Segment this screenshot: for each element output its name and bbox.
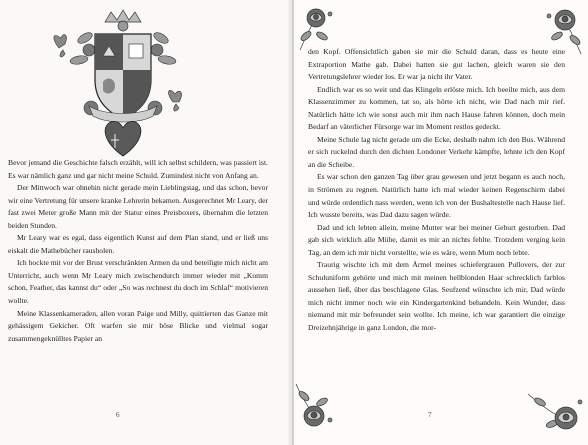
butterfly-icon xyxy=(169,90,182,111)
paragraph: Der Mittwoch war ohnehin nicht gerade mein Lieblingstag, und das schon, bevor wir eine Vertretung für unsere kranke Lehrerin bekamen. Ausgerechnet Mr Leary, der fast zwei Meter große Mann mit der Statur eines Preisboxers, übernahm die letzten beiden Stunden. xyxy=(8,183,268,230)
left-page xyxy=(0,0,292,445)
paragraph: Ich hockte mit vor der Brust verschränkten Armen da und beteiligte mich nicht am Unterricht, auch wenn Mr Leary mich zwischendurch immer wieder mit „Komm schon, Feather, das kannst du“ oder „So was rechnest du doch im Schlaf“ motivieren wollte. xyxy=(8,258,268,306)
paragraph: Traurig wischte ich mit dem Ärmel meines schiefergrauen Pullovers, der zur Schuluniform gehörte und mich mit meinen hellblonden Haar schrecklich farblos aussehen ließ, über das beschlagene Glas. Seufzend wünschte ich mir, Dad würde mich nicht immer noch wie ein Kindergartenkind behandeln. Kein Wunder, dass niemand mit mir befreundet sein wollte. Ich meine, ich war garantiert die einzige Dreizehnjährige in ganz London, die mor- xyxy=(308,260,565,333)
paragraph: Mr Leary war es egal, dass eigentlich Kunst auf dem Plan stand, und er ließ uns eiskalt die Mathebücher rausholen. xyxy=(8,233,268,255)
paragraph: den Kopf. Offensichtlich gaben sie mir die Schuld daran, dass es heute eine Extraportion Mathe gab. Dabei hatten sie gut lachen, gleich waren sie den Vertretungslehrer wieder los. Er war ja nicht ihr Vater. xyxy=(308,47,565,82)
paragraph: Meine Schule lag nicht gerade um die Ecke, deshalb nahm ich den Bus. Während er sich ruckelnd durch den dichten Londoner Verkehr kämpfte, lehnte ich den Kopf an die Scheibe. xyxy=(308,134,565,169)
paragraph: Meine Klassenkameraden, allen voran Paige und Milly, quittierten das Ganze mit gehässigem Gekicher. Oft warfen sie mir böse Blicke und vielmal sogar zusammengeknülltes Papier an xyxy=(8,308,268,343)
paragraph: Es war schon den ganzen Tag über grau gewesen und jetzt begann es auch noch, in Strömen zu regnen. Natürlich hatte ich mal wieder keinen Regenschirm dabei und würde ordentlich nass werden, wenn ich von der Bushaltestelle nach Hause lief. Ich wusste bereits, was Dad dazu sagen würde. xyxy=(308,172,565,220)
left-page-text xyxy=(8,157,268,345)
crest-icon xyxy=(45,8,195,158)
page-number: 6 xyxy=(116,411,120,419)
rose-icon xyxy=(294,380,338,430)
page-number: 7 xyxy=(428,411,432,419)
paragraph: Dad und ich lebten allein, meine Mutter war bei meiner Geburt gestorben. Dad gab sich wirklich alle Mühe, damit es mir an nichts fehlte. Trotzdem verging kein Tag, an dem ich mir nicht vorstellte, wie es wäre, wenn Mum noch lebte. xyxy=(308,222,565,257)
rose-icon xyxy=(526,384,586,436)
paragraph: Endlich war es so weit und das Klingeln erlöste mich. Ich beeilte mich, aus dem Klassenzimmer zu kommen, tat so, als hörte ich nicht, wie Dad nach mir rief. Natürlich hätte ich wie sonst auch mit ihm nach Hause fahren können, doch mein Bedarf an väterlicher Fürsorge war im Moment restlos gedeckt. xyxy=(308,84,565,132)
paragraph: Bevor jemand die Geschichte falsch erzählt, will ich selbst schildern, was passiert ist. Es war nämlich ganz und gar nicht meine Schuld. Zumindest nicht von Anfang an. xyxy=(8,158,268,180)
right-page-text xyxy=(308,46,565,335)
right-page xyxy=(294,0,588,445)
butterfly-icon xyxy=(54,35,66,57)
heart-icon xyxy=(105,121,141,156)
